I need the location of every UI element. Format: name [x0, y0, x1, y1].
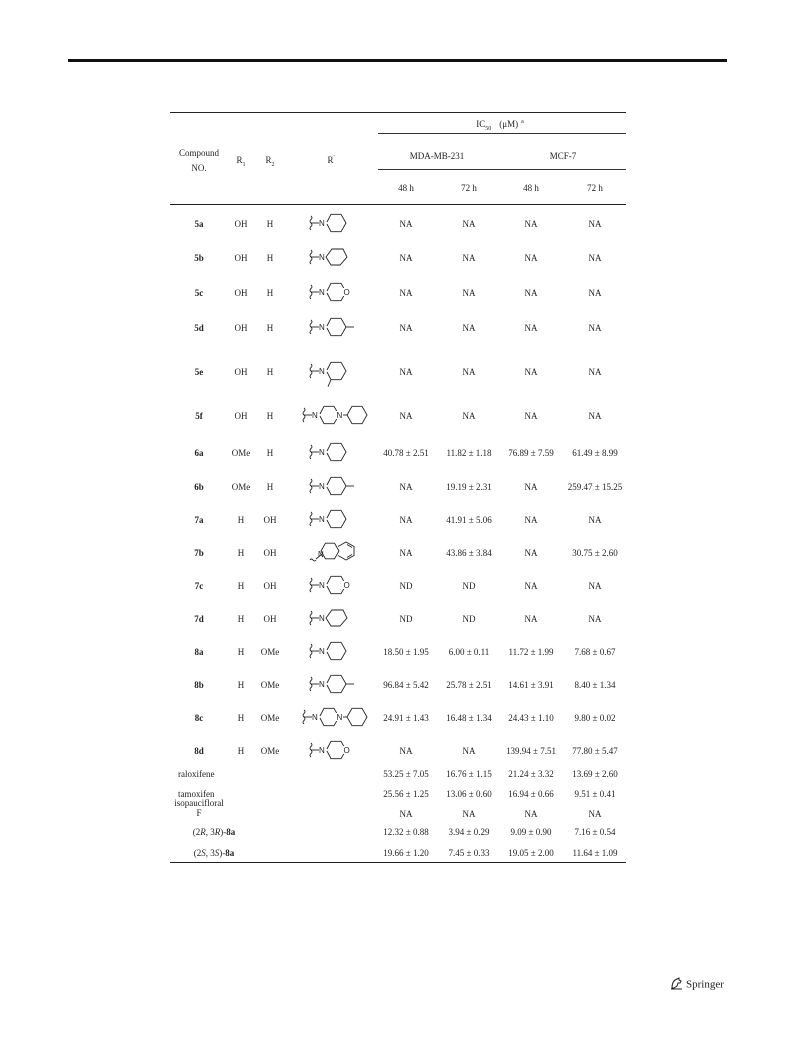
compound-id: 5c: [194, 288, 204, 298]
reference-name: raloxifene: [178, 769, 215, 779]
table-top-rule: [170, 112, 626, 113]
r2-value: H: [266, 482, 274, 492]
svg-text:N: N: [319, 323, 325, 332]
enantiomer-pre: (2: [193, 848, 202, 858]
ic50-value: NA: [399, 253, 413, 263]
header-compound: Compound: [178, 148, 219, 158]
ic50-value: ND: [462, 614, 476, 624]
ic50-value: 13.69 ± 2.60: [572, 769, 618, 779]
publisher-footer: [670, 977, 724, 993]
header-r1-sub: 1: [242, 161, 246, 168]
r1-value: H: [237, 647, 245, 657]
ic50-value: NA: [462, 809, 476, 819]
ic50-value: NA: [588, 219, 602, 229]
ic50-value: 139.94 ± 7.51: [506, 746, 556, 756]
ic50-value: NA: [588, 411, 602, 421]
ic50-value: NA: [588, 323, 602, 333]
enantiomer-post: )-: [220, 827, 227, 837]
r2-value: OH: [263, 614, 277, 624]
ic50-value: NA: [588, 581, 602, 591]
ic50-value: 16.94 ± 0.66: [508, 789, 554, 799]
ic50-value: 11.72 ± 1.99: [508, 647, 554, 657]
compound-id: 5a: [194, 219, 204, 229]
compound-id: 5b: [194, 253, 204, 263]
enantiomer-mid: , 3: [205, 827, 215, 837]
r2-value: OH: [263, 515, 277, 525]
ic50-value: NA: [399, 367, 413, 377]
header-r2-sub: 2: [271, 161, 275, 168]
r2-value: OH: [263, 581, 277, 591]
svg-text:N: N: [319, 614, 325, 623]
ic50-value: 21.24 ± 3.32: [508, 769, 554, 779]
ic50-value: NA: [399, 219, 413, 229]
ic50-value: 12.32 ± 0.88: [383, 827, 429, 837]
enantiomer-pre: (2: [192, 827, 201, 837]
ic50-value: 11.64 ± 1.09: [572, 848, 618, 858]
ic50-value: NA: [462, 323, 476, 333]
table-header-rule: [170, 204, 626, 205]
ic50-value: NA: [399, 548, 413, 558]
svg-text:N: N: [319, 581, 325, 590]
r1-value: H: [237, 680, 245, 690]
ic50-value: 53.25 ± 7.05: [383, 769, 429, 779]
ic50-value: NA: [524, 323, 538, 333]
svg-text:O: O: [343, 746, 350, 755]
r2-value: OMe: [260, 713, 280, 723]
r1-value: H: [237, 548, 245, 558]
compound-id: 5e: [194, 367, 204, 377]
ic50-value: NA: [462, 746, 476, 756]
ic50-value: NA: [399, 482, 413, 492]
svg-text:N: N: [312, 411, 318, 420]
ic50-value: 41.91 ± 5.06: [446, 515, 492, 525]
reference-name-line1: isopaucifloral: [174, 798, 224, 808]
ic50-value: NA: [588, 288, 602, 298]
ic50-value: 7.16 ± 0.54: [574, 827, 616, 837]
ic50-value: 18.50 ± 1.95: [383, 647, 429, 657]
header-ic50-sub: 50: [485, 125, 492, 132]
enantiomer-i2: S: [214, 848, 220, 858]
header-r-prime: [271, 153, 391, 166]
enantiomer-name: [174, 827, 254, 838]
compound-id: 8c: [194, 713, 204, 723]
svg-text:N: N: [319, 219, 325, 228]
header-r2-main: R: [265, 155, 272, 165]
compound-id: 6b: [194, 482, 204, 492]
r2-value: H: [266, 448, 274, 458]
svg-text:O: O: [343, 288, 350, 297]
ic50-value: NA: [462, 367, 476, 377]
ic50-value: NA: [524, 411, 538, 421]
ic50-value: NA: [462, 411, 476, 421]
compound-id: 8b: [194, 680, 204, 690]
ic50-value: NA: [462, 219, 476, 229]
ic50-value: 7.68 ± 0.67: [574, 647, 616, 657]
ic50-value: 14.61 ± 3.91: [508, 680, 554, 690]
ic50-value: 96.84 ± 5.42: [383, 680, 429, 690]
svg-text:N: N: [319, 647, 325, 656]
ic50-value: 13.06 ± 0.60: [446, 789, 492, 799]
header-mcf-7: MCF-7: [549, 151, 577, 161]
compound-id: 7b: [194, 548, 204, 558]
header-time-0: 48 h: [398, 183, 414, 193]
ic50-value: 8.40 ± 1.34: [574, 680, 616, 690]
ic50-value: NA: [524, 614, 538, 624]
compound-id: 8d: [194, 746, 204, 756]
svg-text:N: N: [319, 253, 325, 262]
r1-value: OH: [234, 367, 248, 377]
ic50-value: 16.76 ± 1.15: [446, 769, 492, 779]
r1-value: H: [237, 581, 245, 591]
enantiomer-mid: , 3: [205, 848, 215, 858]
ic50-value: 19.66 ± 1.20: [383, 848, 429, 858]
ic50-value: 24.91 ± 1.43: [383, 713, 429, 723]
header-time-1: 72 h: [461, 183, 477, 193]
r1-value: OH: [234, 411, 248, 421]
header-r-prime-main: R: [327, 155, 334, 165]
ic50-value: 25.78 ± 2.51: [446, 680, 492, 690]
ic50-value: 76.89 ± 7.59: [508, 448, 554, 458]
ic50-value: NA: [588, 809, 602, 819]
ic50-value: NA: [399, 809, 413, 819]
ic50-value: NA: [588, 367, 602, 377]
ic50-value: ND: [399, 581, 413, 591]
svg-text:N: N: [312, 713, 318, 722]
ic50-value: NA: [524, 809, 538, 819]
ic50-value: 11.82 ± 1.18: [446, 448, 492, 458]
ic50-value: 9.51 ± 0.41: [574, 789, 616, 799]
enantiomer-bold: 8a: [226, 827, 236, 837]
header-ic50-note: a: [521, 119, 524, 125]
ic50-value: 24.43 ± 1.10: [508, 713, 554, 723]
cell-line-span-rule: [378, 169, 626, 170]
svg-text:N: N: [319, 482, 325, 491]
svg-text:O: O: [343, 581, 350, 590]
ic50-value: 7.45 ± 0.33: [448, 848, 490, 858]
ic50-value: NA: [524, 548, 538, 558]
ic50-value: 9.09 ± 0.90: [510, 827, 552, 837]
ic50-value: NA: [588, 253, 602, 263]
r1-value: OH: [234, 323, 248, 333]
header-ic50-main: IC: [476, 119, 486, 129]
r2-value: OMe: [260, 647, 280, 657]
ic50-value: 6.00 ± 0.11: [448, 647, 490, 657]
ic50-value: NA: [399, 411, 413, 421]
ic50-value: NA: [524, 581, 538, 591]
ic50-value: 259.47 ± 15.25: [567, 482, 623, 492]
page-top-rule: [68, 59, 727, 62]
ic50-value: NA: [524, 515, 538, 525]
header-mda-mb-231: MDA-MB-231: [409, 151, 465, 161]
ic50-value: 19.05 ± 2.00: [508, 848, 554, 858]
header-compound-no: NO.: [191, 163, 207, 173]
enantiomer-name: [174, 848, 254, 859]
r2-value: H: [266, 219, 274, 229]
compound-id: 5d: [194, 323, 204, 333]
r2-value: H: [266, 367, 274, 377]
svg-text:N: N: [319, 680, 325, 689]
r2-value: H: [266, 323, 274, 333]
r1-value: H: [237, 713, 245, 723]
r1-value: OH: [234, 288, 248, 298]
ic50-value: 3.94 ± 0.29: [448, 827, 490, 837]
ic50-value: NA: [399, 515, 413, 525]
ic50-value: 77.80 ± 5.47: [572, 746, 618, 756]
header-time-3: 72 h: [587, 183, 603, 193]
r1-value: H: [237, 515, 245, 525]
svg-text:N: N: [319, 288, 325, 297]
ic50-value: 30.75 ± 2.60: [572, 548, 618, 558]
svg-text:N: N: [336, 713, 343, 722]
enantiomer-bold: 8a: [225, 848, 235, 858]
svg-text:N: N: [319, 367, 325, 376]
ic50-value: NA: [399, 288, 413, 298]
enantiomer-i1: S: [201, 848, 206, 858]
compound-id: 5f: [195, 411, 203, 421]
header-time-2: 48 h: [523, 183, 539, 193]
ic50-value: 43.86 ± 3.84: [446, 548, 492, 558]
ic50-value: NA: [399, 746, 413, 756]
compound-id: 6a: [194, 448, 204, 458]
r1-value: OH: [234, 219, 248, 229]
ic50-value: 9.80 ± 0.02: [574, 713, 616, 723]
ic50-value: ND: [399, 614, 413, 624]
svg-text:N: N: [336, 411, 343, 420]
reference-name-line2: F: [196, 808, 202, 818]
r2-value: OH: [263, 548, 277, 558]
ic50-value: NA: [524, 219, 538, 229]
enantiomer-i1: R: [200, 827, 206, 837]
ic50-value: NA: [588, 614, 602, 624]
springer-horse-icon: [670, 977, 683, 993]
svg-text:N: N: [318, 550, 324, 559]
r2-value: OMe: [260, 680, 280, 690]
ic50-value: 25.56 ± 1.25: [383, 789, 429, 799]
r2-value: H: [266, 253, 274, 263]
r1-value: OMe: [231, 482, 251, 492]
r2-value: OMe: [260, 746, 280, 756]
r1-value: OMe: [231, 448, 251, 458]
ic50-value: NA: [462, 288, 476, 298]
header-ic50: [440, 117, 560, 135]
r1-value: H: [237, 614, 245, 624]
ic50-value: ND: [462, 581, 476, 591]
table-bottom-rule: [170, 862, 626, 863]
ic50-value: NA: [462, 253, 476, 263]
header-r1-main: R: [236, 155, 243, 165]
compound-id: 7d: [194, 614, 204, 624]
r1-value: H: [237, 746, 245, 756]
compound-id: 7c: [194, 581, 204, 591]
header-r-prime-mark: ': [333, 155, 335, 161]
r2-value: H: [266, 288, 274, 298]
publisher-name: Springer: [686, 978, 724, 991]
svg-text:N: N: [319, 746, 325, 755]
reference-name: tamoxifen: [178, 789, 215, 799]
compound-id: 8a: [194, 647, 204, 657]
ic50-value: 16.48 ± 1.34: [446, 713, 492, 723]
compound-id: 7a: [194, 515, 204, 525]
ic50-value: NA: [399, 323, 413, 333]
svg-text:N: N: [319, 448, 325, 457]
r2-value: H: [266, 411, 274, 421]
enantiomer-i2: R: [214, 827, 221, 837]
r1-value: OH: [234, 253, 248, 263]
ic50-value: NA: [524, 288, 538, 298]
ic50-value: NA: [588, 515, 602, 525]
ic50-value: NA: [524, 482, 538, 492]
enantiomer-post: )-: [219, 848, 226, 858]
ic50-value: NA: [524, 367, 538, 377]
ic50-value: 40.78 ± 2.51: [383, 448, 429, 458]
ic50-value: 61.49 ± 8.99: [572, 448, 618, 458]
ic50-value: 19.19 ± 2.31: [446, 482, 492, 492]
svg-text:N: N: [319, 515, 325, 524]
header-ic50-unit: (μM): [499, 119, 519, 129]
ic50-value: NA: [524, 253, 538, 263]
